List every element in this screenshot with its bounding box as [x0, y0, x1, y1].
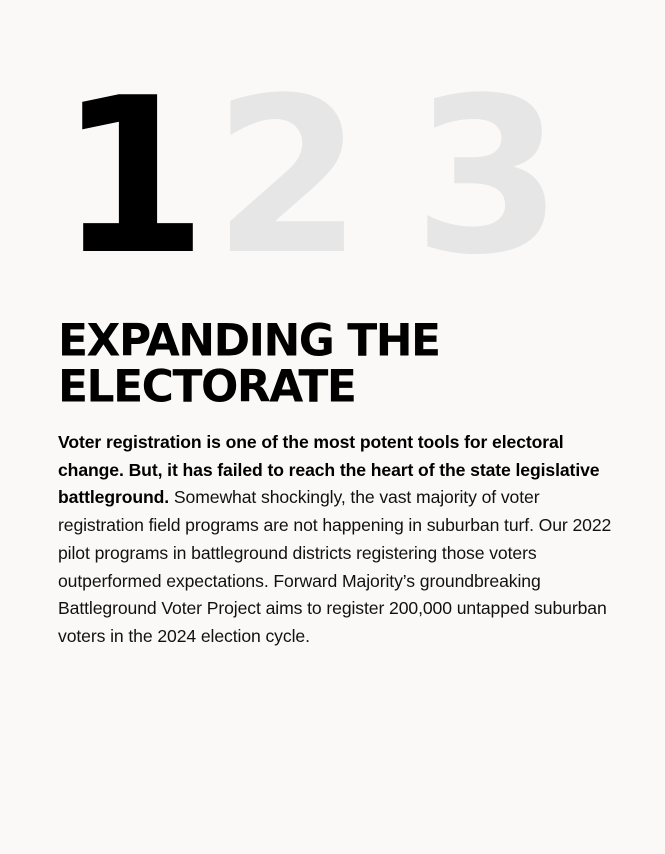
step-numbers [58, 51, 618, 302]
body-lead-bold: Voter registration is one of the most potent tools for electoral change. But, it has failed to reach the heart of the state legislative battleground. [58, 432, 600, 508]
step-number-inactive: 3 [413, 51, 557, 302]
body-text: Somewhat shockingly, the vast majority of voter registration field programs are not happening in suburban turf. Our 2022 pilot programs in battleground districts registering those voters outperformed expectations. Forward Majority’s groundbreaking Battleground Voter Project aims to register 200,000 untapped suburban voters in the 2024 election cycle. [58, 487, 612, 646]
body-paragraph [58, 429, 626, 651]
section-heading [58, 314, 618, 413]
heading-line-2: ELECTORATE [58, 360, 356, 413]
step-number-active: 1 [58, 51, 202, 302]
heading-line-1: EXPANDING THE [58, 314, 440, 367]
step-number-inactive: 2 [213, 51, 357, 302]
